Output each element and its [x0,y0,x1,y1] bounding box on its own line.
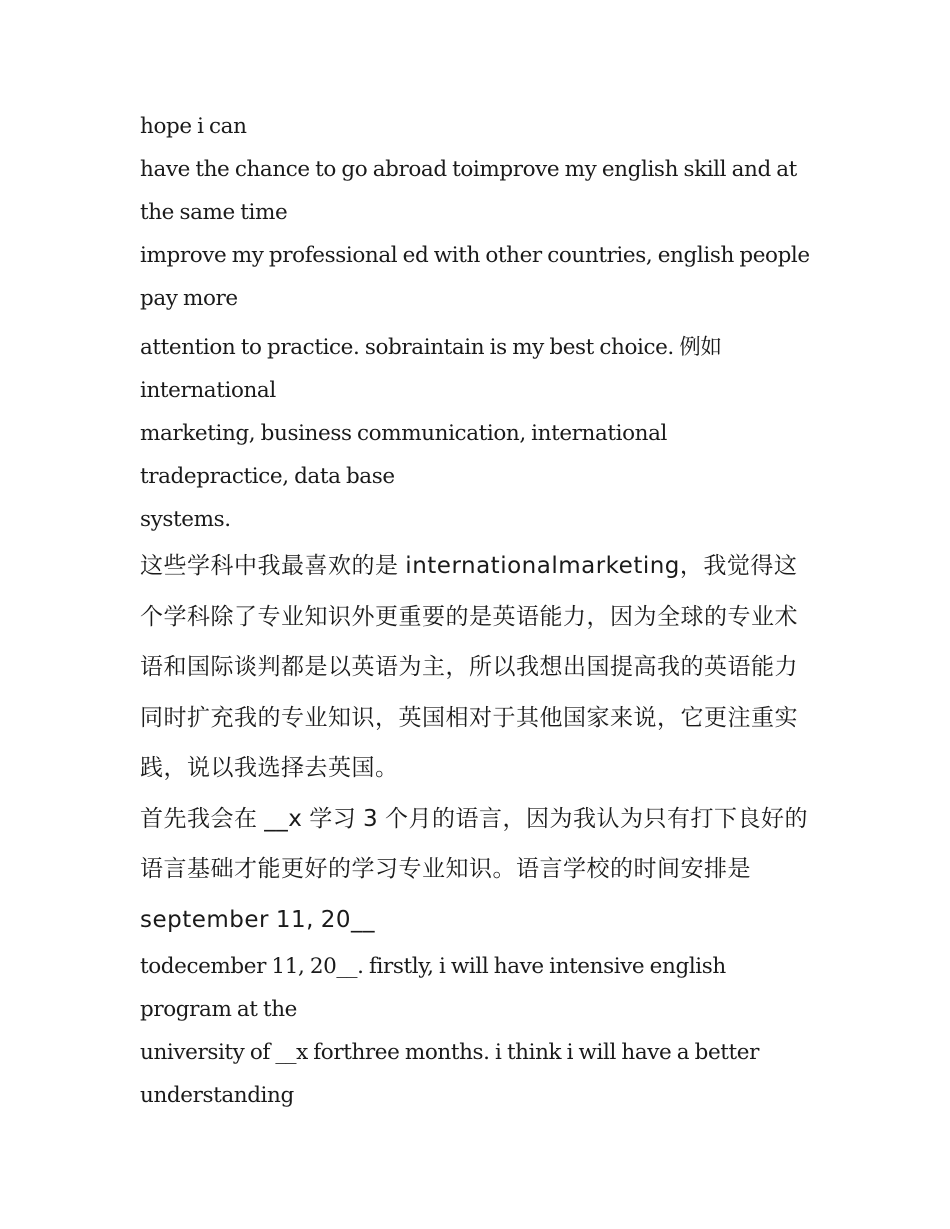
chinese-paragraph-1: 这些学科中我最喜欢的是 internationalmarketing，我觉得这个学科除了专业知识外更重要的是英语能力，因为全球的专业术语和国际谈判都是以英语为主，所以我想出国提高我的英语能力同时扩充我的专业知识，英国相对于其他国家来说，它更注重实践，说以我选择去英国。 [140,553,798,781]
text-line-2: have the chance to go abroad toimprove my english skill and at the same time [140,157,797,225]
text-line-5: marketing, business communication, international tradepractice, data base [140,421,668,489]
document-body [140,105,820,1117]
chinese-paragraph-2: 首先我会在 __x 学习 3 个月的语言，因为我认为只有打下良好的语言基础才能更好的学习专业知识。语言学校的时间安排是 september 11, 20__ [140,805,808,933]
text-line-6: systems. [140,507,231,532]
text-line-1: hope i can [140,114,247,139]
text-line-3: improve my professional ed with other countries, english people pay more [140,243,810,311]
text-line-4: attention to practice. sobraintain is my best choice. 例如 international [140,335,722,403]
text-line-10: university of __x forthree months. i think i will have a better understanding [140,1040,759,1108]
text-line-9: todecember 11, 20__. firstly, i will have intensive english program at the [140,954,726,1022]
